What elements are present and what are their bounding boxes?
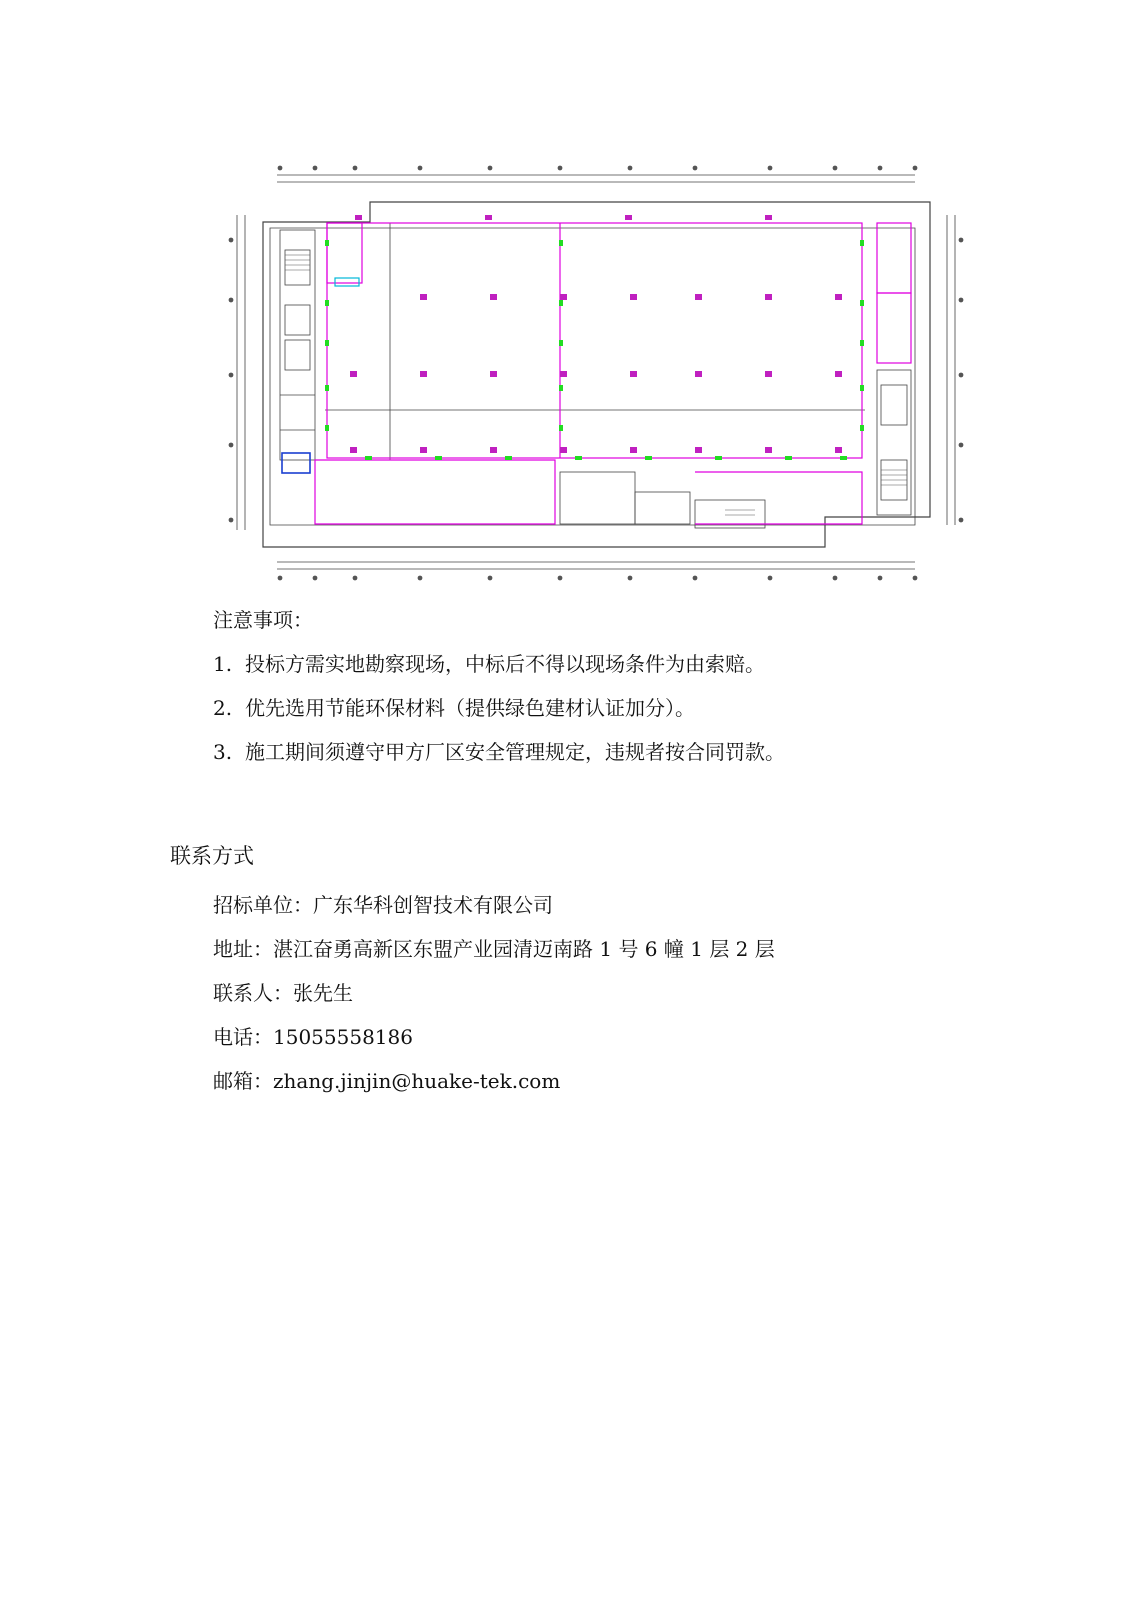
note-text: 施工期间须遵守甲方厂区安全管理规定，违规者按合同罚款。 xyxy=(245,740,785,764)
note-text: 投标方需实地勘察现场，中标后不得以现场条件为由索赔。 xyxy=(245,652,765,676)
contact-unit: 招标单位：广东华科创智技术有限公司 xyxy=(213,893,553,917)
note-number: 2. xyxy=(213,696,233,720)
note-text: 优先选用节能环保材料（提供绿色建材认证加分）。 xyxy=(245,696,695,720)
contact-email: 邮箱：zhang.jinjin@huake-tek.com xyxy=(213,1069,561,1093)
contact-person: 联系人：张先生 xyxy=(213,981,353,1005)
floor-plan-drawing xyxy=(225,160,985,592)
note-item-1 xyxy=(213,652,765,676)
notes-title: 注意事项： xyxy=(213,608,313,632)
note-item-2 xyxy=(213,696,695,720)
note-number: 1. xyxy=(213,652,233,676)
note-item-3 xyxy=(213,740,785,764)
contact-phone: 电话：15055558186 xyxy=(213,1025,413,1049)
note-number: 3. xyxy=(213,740,233,764)
contact-address: 地址：湛江奋勇高新区东盟产业园清迈南路 1 号 6 幢 1 层 2 层 xyxy=(213,937,775,961)
contact-heading: 联系方式 xyxy=(170,844,254,868)
